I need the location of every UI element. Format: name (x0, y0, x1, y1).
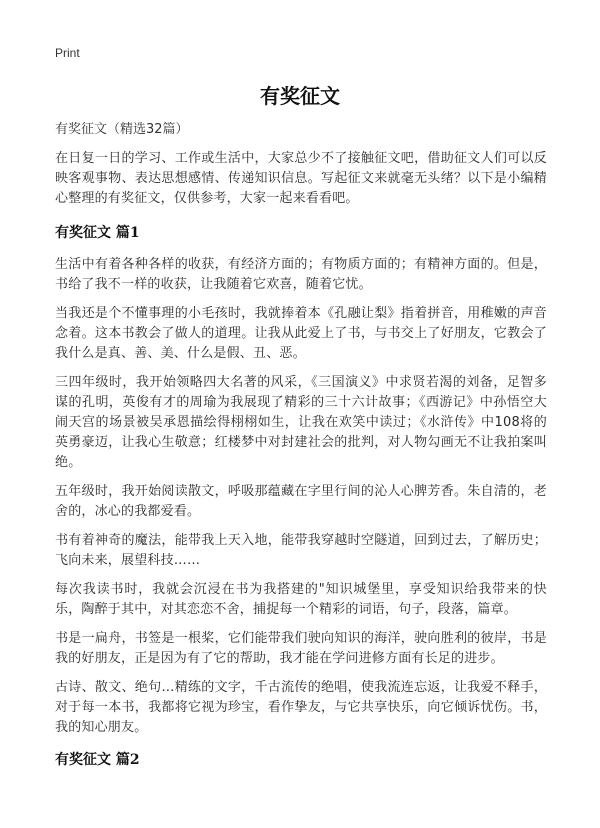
section-heading: 有奖征文 篇2 (55, 752, 140, 768)
paragraph: 书是一扁舟，书签是一根桨，它们能带我们驶向知识的海洋，驶向胜利的彼岸，书是我的好朋友，正是因为有了它的帮助，我才能在学问进修方面有长足的进步。 (55, 631, 547, 666)
paragraph: 五年级时，我开始阅读散文，呼吸那蕴藏在字里行间的沁人心脾芳香。朱自清的，老舍的，冰心的我都爱看。 (55, 484, 547, 519)
page-title: 有奖征文 (260, 84, 340, 108)
article-body (55, 121, 547, 782)
print-link[interactable]: Print (55, 46, 80, 60)
article-subtitle: 有奖征文（精选32篇） (55, 122, 189, 137)
section-heading: 有奖征文 篇1 (55, 225, 140, 241)
paragraph: 古诗、散文、绝句…精练的文字，千古流传的绝唱，使我流连忘返，让我爱不释手，对于每一本书，我都将它视为珍宝，看作挚友，与它共享快乐，向它倾诉忧伤。书，我的知心朋友。 (55, 680, 547, 735)
paragraph: 当我还是个不懂事理的小毛孩时，我就捧着本《孔融让梨》指着拼音，用稚嫩的声音念着。这本书教会了做人的道理。让我从此爱上了书，与书交上了好朋友，它教会了我什么是真、善、美、什么是假、丑、恶。 (55, 306, 547, 361)
paragraph: 生活中有着各种各样的收获，有经济方面的；有物质方面的；有精神方面的。但是，书给了我不一样的收获，让我随着它欢喜，随着它忧。 (55, 257, 547, 292)
intro-paragraph: 在日复一日的学习、工作或生活中，大家总少不了接触征文吧，借助征文人们可以反映客观事物、表达思想感情、传递知识信息。写起征文来就毫无头绪？以下是小编精心整理的有奖征文，仅供参考，大家一起来看看吧。 (55, 151, 547, 206)
paragraph: 每次我读书时，我就会沉浸在书为我搭建的"知识城堡里，享受知识给我带来的快乐，陶醉于其中，对其恋恋不舍，捕捉每一个精彩的词语，句子，段落，篇章。 (55, 582, 547, 617)
paragraph: 三四年级时，我开始领略四大名著的风采，《三国演义》中求贤若渴的刘备，足智多谋的孔明，英俊有才的周瑜为我展现了精彩的三十六计故事；《西游记》中孙悟空大闹天宫的场景被吴承恩描绘得栩栩如生，让我在欢笑中读过；《水浒传》中108将的英勇豪迈，让我心生敬意；红楼梦中对封建社会的批判，对人物勾画无不让我拍案叫绝。 (55, 375, 547, 470)
paragraph: 书有着神奇的魔法，能带我上天入地，能带我穿越时空隧道，回到过去，了解历史；飞向未来，展望科技…… (55, 533, 547, 568)
